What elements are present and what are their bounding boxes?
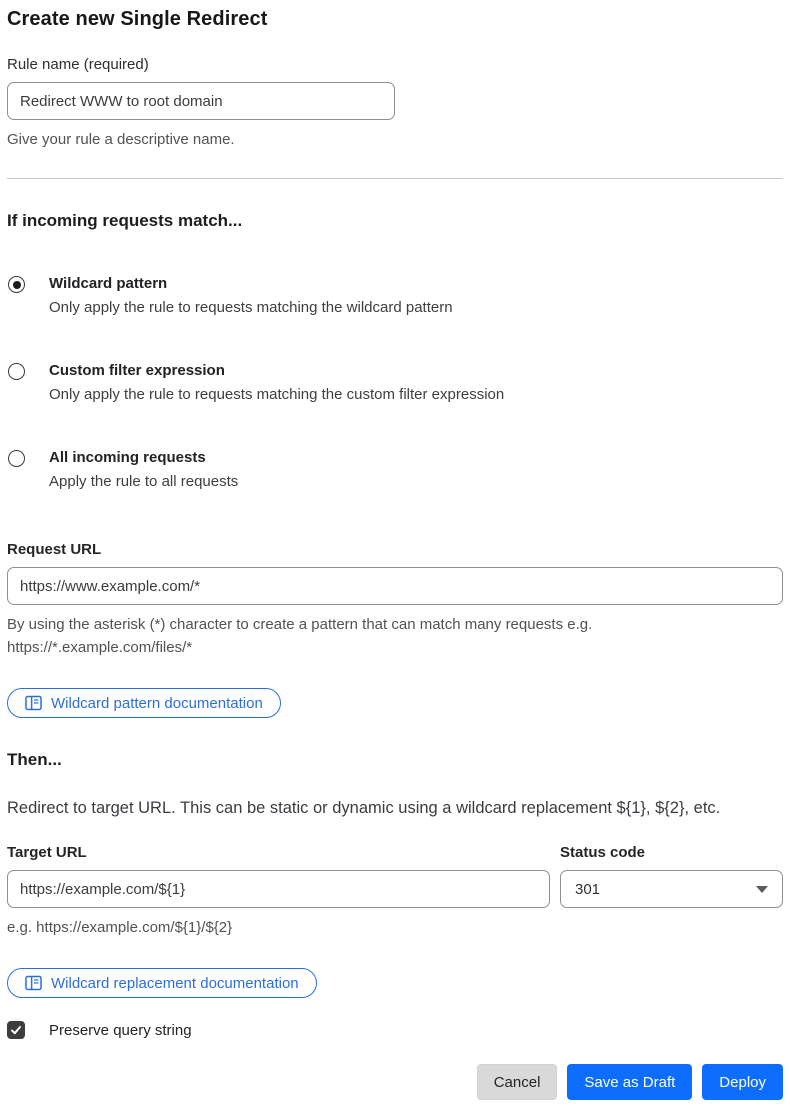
target-url-input[interactable] (7, 870, 550, 908)
status-code-value: 301 (575, 880, 601, 898)
radio-option-all-requests[interactable] (7, 449, 783, 491)
wildcard-pattern-docs-label: Wildcard pattern documentation (51, 694, 263, 712)
rule-name-input[interactable] (7, 82, 395, 120)
preserve-query-string-row[interactable] (7, 1021, 783, 1039)
wildcard-replacement-docs-button[interactable] (7, 968, 317, 998)
checkbox-icon[interactable] (7, 1021, 25, 1039)
request-url-block (7, 541, 783, 718)
form-actions (7, 1064, 783, 1100)
target-url-label: Target URL (7, 844, 87, 861)
radio-option-description: Only apply the rule to requests matching the wildcard pattern (49, 299, 453, 316)
request-url-helper-line1: By using the asterisk (*) character to create a pattern that can match many requests e.g. (7, 616, 593, 633)
radio-option-description: Apply the rule to all requests (49, 473, 239, 490)
status-code-column (560, 844, 783, 908)
book-icon (25, 695, 42, 711)
radio-option-label: All incoming requests (49, 449, 206, 466)
cancel-button[interactable]: Cancel (477, 1064, 558, 1100)
radio-option-custom-filter[interactable] (7, 362, 783, 404)
page-title: Create new Single Redirect (7, 8, 268, 30)
section-divider (7, 178, 783, 179)
target-url-helper: e.g. https://example.com/${1}/${2} (7, 919, 233, 936)
radio-selected-dot (13, 281, 21, 289)
chevron-down-icon (756, 886, 768, 893)
rule-name-helper: Give your rule a descriptive name. (7, 131, 235, 148)
wildcard-pattern-docs-button[interactable] (7, 688, 281, 718)
target-status-row (7, 844, 783, 908)
radio-option-label: Wildcard pattern (49, 275, 168, 292)
radio-button-icon[interactable] (8, 363, 25, 380)
then-section-heading: Then... (7, 750, 62, 769)
request-url-helper-line2: https://*.example.com/files/* (7, 639, 193, 656)
radio-option-wildcard-pattern[interactable] (7, 275, 783, 317)
then-section-description: Redirect to target URL. This can be static or dynamic using a wildcard replacement ${1}, ${2}, etc. (7, 799, 721, 817)
radio-button-icon[interactable] (8, 276, 25, 293)
wildcard-replacement-docs-label: Wildcard replacement documentation (51, 974, 299, 992)
request-url-input[interactable] (7, 567, 783, 605)
preserve-query-string-label: Preserve query string (49, 1021, 192, 1039)
radio-option-label: Custom filter expression (49, 362, 225, 379)
checkmark-icon (10, 1024, 22, 1036)
request-url-label: Request URL (7, 541, 102, 558)
match-type-radio-group (7, 275, 783, 491)
deploy-button[interactable]: Deploy (702, 1064, 783, 1100)
book-icon (25, 975, 42, 991)
rule-name-label: Rule name (required) (7, 56, 149, 73)
request-url-helper (7, 613, 783, 659)
status-code-label: Status code (560, 844, 646, 861)
radio-option-description: Only apply the rule to requests matching the custom filter expression (49, 386, 505, 403)
status-code-select[interactable] (560, 870, 783, 908)
target-url-column (7, 844, 550, 908)
match-section-heading: If incoming requests match... (7, 211, 243, 230)
radio-button-icon[interactable] (8, 450, 25, 467)
save-as-draft-button[interactable]: Save as Draft (567, 1064, 692, 1100)
